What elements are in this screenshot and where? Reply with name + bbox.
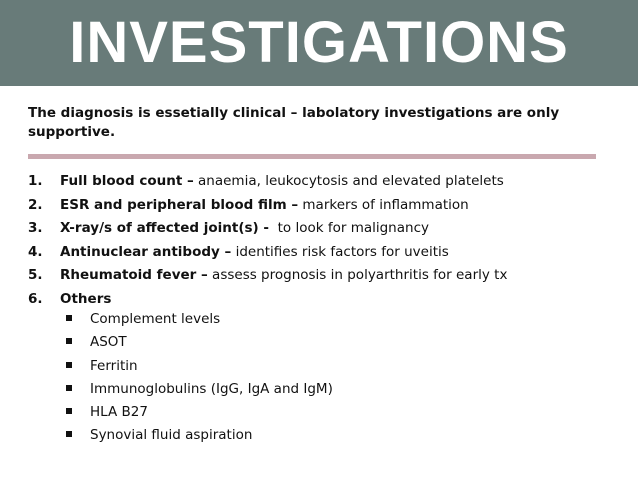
item-number: 1.: [28, 173, 43, 189]
page-title: INVESTIGATIONS: [69, 10, 569, 75]
list-item: [28, 217, 507, 241]
square-bullet-icon: [66, 338, 72, 344]
square-bullet-icon: [66, 315, 72, 321]
item-heading: ESR and peripheral blood film –: [60, 196, 299, 213]
square-bullet-icon: [66, 408, 72, 414]
item-detail: to look for malignancy: [269, 220, 429, 236]
list-item: [28, 264, 507, 288]
item-heading: X-ray/s of affected joint(s) -: [60, 220, 270, 236]
list-item: [28, 170, 507, 194]
intro-text: The diagnosis is essetially clinical – labolatory investigations are only supportive.: [28, 105, 560, 140]
square-bullet-icon: [66, 431, 72, 437]
item-heading: Others: [60, 290, 112, 307]
sub-list-item: [66, 378, 333, 401]
list-item: [28, 241, 507, 265]
list-item: [28, 194, 507, 218]
sub-list-item: [66, 308, 333, 331]
sub-item-label: Complement levels: [90, 311, 221, 327]
square-bullet-icon: [66, 362, 72, 368]
title-banner: [0, 0, 638, 86]
item-heading: Rheumatoid fever –: [60, 267, 208, 283]
item-detail: markers of inflammation: [298, 196, 469, 213]
item-number: 3.: [28, 220, 43, 236]
sub-item-label: ASOT: [90, 334, 127, 351]
item-detail: identifies risk factors for uveitis: [231, 243, 449, 260]
item-heading: Full blood count –: [60, 173, 194, 189]
others-list: [66, 308, 333, 448]
sub-item-label: Immunoglobulins (IgG, IgA and IgM): [90, 380, 333, 397]
sub-list-item: [66, 331, 333, 354]
item-number: 2.: [28, 196, 43, 213]
sub-item-label: HLA B27: [90, 404, 148, 421]
sub-item-label: Ferritin: [90, 357, 138, 374]
item-detail: anaemia, leukocytosis and elevated platelets: [193, 173, 504, 189]
item-detail: assess prognosis in polyarthritis for early tx: [207, 267, 508, 283]
sub-list-item: [66, 424, 333, 447]
item-number: 5.: [28, 267, 43, 283]
square-bullet-icon: [66, 385, 72, 391]
sub-list-item: [66, 355, 333, 378]
sub-list-item: [66, 401, 333, 424]
divider: [28, 154, 596, 159]
sub-item-label: Synovial fluid aspiration: [90, 427, 253, 444]
item-heading: Antinuclear antibody –: [60, 243, 232, 260]
item-number: 6.: [28, 290, 43, 307]
item-number: 4.: [28, 243, 43, 260]
investigation-list: [28, 170, 507, 311]
